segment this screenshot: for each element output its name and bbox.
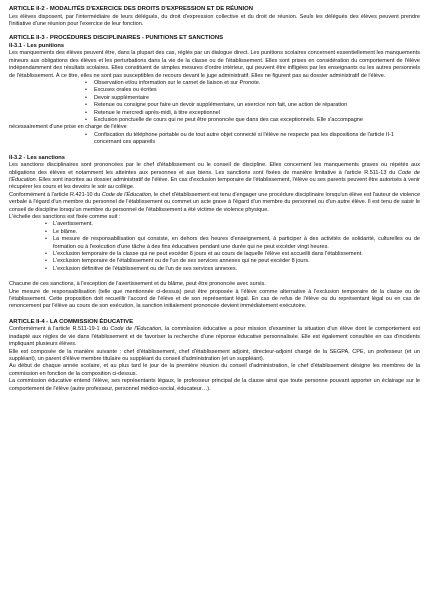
list-item: • Devoir supplémentaire [9,95,420,102]
article-ii-2-body: Les élèves disposent, par l'intermédiaire de leurs délégués, du droit d'expression collective et du droit de réunion. Seuls les délégués des élèves peuvent prendre l'initiative d'une réunion pour l'exercice de leur fonction. [9,13,420,27]
list-item: • Retenue le mercredi après-midi, à titre exceptionnel [9,110,420,117]
sanctions-paragraph-1: Les sanctions disciplinaires sont prononcées par le chef d'établissement ou le conseil de discipline. Elles concernent les manquements graves ou répétés aux obligations des élèves et notamment les atteintes aux personnes et aux biens. Les sanctions sont fixées de manière limitative à l'article R.511-13 du Code de l'Éducation. Elles sont inscrites au dossier administratif de l'élève. En cas d'exclusion temporaire de l'établissement, l'élève ou ses parents peuvent être autorisés à venir récupérer les cours et les devoirs le soir au collège. [9,162,420,191]
punitions-subtitle: II-3.1 - Les punitions [9,43,64,49]
article-ii-3-title: ARTICLE II-3 - PROCÉDURES DISCIPLINAIRES - PUNITIONS ET SANCTIONS [9,35,224,42]
list-item: • L'exclusion temporaire de l'établissement ou de l'un de ses services annexes qui ne peut excéder 8 jours. [9,258,420,265]
list-item: • L'exclusion temporaire de la classe qui ne peut excéder 8 jours et au cours de laquelle l'élève est accueilli dans l'établissement. [9,251,420,258]
list-item: • Le blâme. [9,229,420,236]
sanctions-subtitle: II-3.2 - Les sanctions [9,154,65,161]
list-item: • L'avertissement. [9,221,420,228]
sanctions-sursis: Chacune de ces sanctions, à l'exception de l'avertissement et du blâme, peut être prononcée avec sursis. [9,281,266,288]
commission-paragraph-2: Elle est composée de la manière suivante : chef d'établissement, chef d'établissement adjoint, directeur-adjoint chargé de la SEGPA, CPE, un professeur (et un suppléant), un parent d'élève membre titulaire ou suppléant du conseil d'administration (et un suppléant). [9,348,420,363]
exclusion-continuation: nécessairement d'une prise en charge de l'élève [9,124,127,131]
punitions-body: Les manquements des élèves peuvent être, dans la plupart des cas, réglés par un dialogue direct. Les punitions scolaires concernent essentiellement les manquements mineurs aux obligations des élèves et les perturbations dans la vie de la classe ou de l'établissement. Elles sont prises en considération du comportement de l'élève indépendamment des résultats scolaires. Elles constituent de simples mesures d'ordre intérieur, qui peuvent être infligées par les enseignants ou les autres personnels de l'établissement. À ce titre, elles ne sont pas susceptibles de recours devant le juge administratif. Elles ne figurent pas au dossier administratif de l'élève. [9,50,420,79]
list-item: • Observation et/ou information sur le carnet de liaison et sur Pronote. [9,80,420,87]
article-ii-2-title: ARTICLE II-2 - MODALITÉS D'EXERCICE DES DROITS D'EXPRESSION ET DE RÉUNION [9,6,254,12]
sanctions-list [9,221,420,273]
sanctions-scale-intro: L'échelle des sanctions est fixée comme suit : [9,213,121,220]
list-item: • Confiscation du téléphone portable ou de tout autre objet connecté si l'élève ne respecte pas les dispositions de l'article II-1 concernant ces appareils [9,132,420,147]
list-item: • Exclusion ponctuelle de cours qui ne peut être prononcée que dans des cas exceptionnels. Elle s'accompagne [9,117,420,124]
list-item: • La mesure de responsabilisation qui consiste, en dehors des heures d'enseignement, à participer à des activités de solidarité, culturelles ou de formation ou à l'exécution d'une tâche à des fins éducatives pendant une durée qui ne peut excéder vingt heures. [9,236,420,251]
commission-paragraph-3: Au début de chaque année scolaire, et au plus tard le jour de la première réunion du conseil d'administration, le chef d'établissement désigne les membres de la commission en fonction de la composition ci-dessus. [9,363,420,377]
sanctions-paragraph-2: Conformément à l'article R.421-10 du Code de l'Éducation, le chef d'établissement est tenu d'engager une procédure disciplinaire lorsqu'un élève est l'auteur de violence verbale à l'égard d'un membre du personnel de l'établissement ou commet un acte grave à l'égard d'un membre du personnel ou d'un autre élève. Il est tenu de saisir le conseil de discipline lorsqu'un membre du personnel de l'établissement a été victime de violence physique. [9,191,420,213]
commission-paragraph-1: Conformément à l'article R.511-19-1 du Code de l'Éducation, la commission éducative a pour mission d'examiner la situation d'un élève dont le comportement est inadapté aux règles de vie dans l'établissement et de favoriser la recherche d'une réponse éducative personnalisée. Elle est également consultée en cas d'incidents impliquant plusieurs élèves. [9,326,420,348]
list-item: • Retenue ou consigne pour faire un devoir supplémentaire, un exercice non fait, une action de réparation [9,102,420,109]
code-education-ref: Code de l'Éducation [9,169,420,183]
article-ii-4-title: ARTICLE II-4 - LA COMMISSION ÉDUCATIVE [9,318,134,325]
punitions-list [9,80,420,124]
list-item: • Excuses orales ou écrites [9,87,420,94]
confiscation-list [9,132,420,147]
code-education-ref: Code de l'Éducation [101,191,151,198]
list-item: • L'exclusion définitive de l'établissement ou de l'un de ses services annexes. [9,266,420,273]
responsabilisation-paragraph: Une mesure de responsabilisation (telle que mentionnée ci-dessus) peut être proposée à l'élève comme alternative à l'exclusion temporaire de la classe ou de l'établissement. Cette proposition doit recueillir l'accord de l'élève et de son représentant légal. En cas de refus de l'élève ou du représentant légal ou en cas de renoncement par l'élève au cours de son exécution, la sanction initialement prononcée devient immédiatement exécutoire. [9,288,420,310]
code-education-ref: Code de l'Éducation [110,326,162,333]
commission-paragraph-4: La commission éducative entend l'élève, ses représentants légaux, le professeur principal de la classe ainsi que toute personne pouvant apporter un éclairage sur le comportement de l'élève (autre professeur, personnel médico-social, éducateur…). [9,378,420,392]
